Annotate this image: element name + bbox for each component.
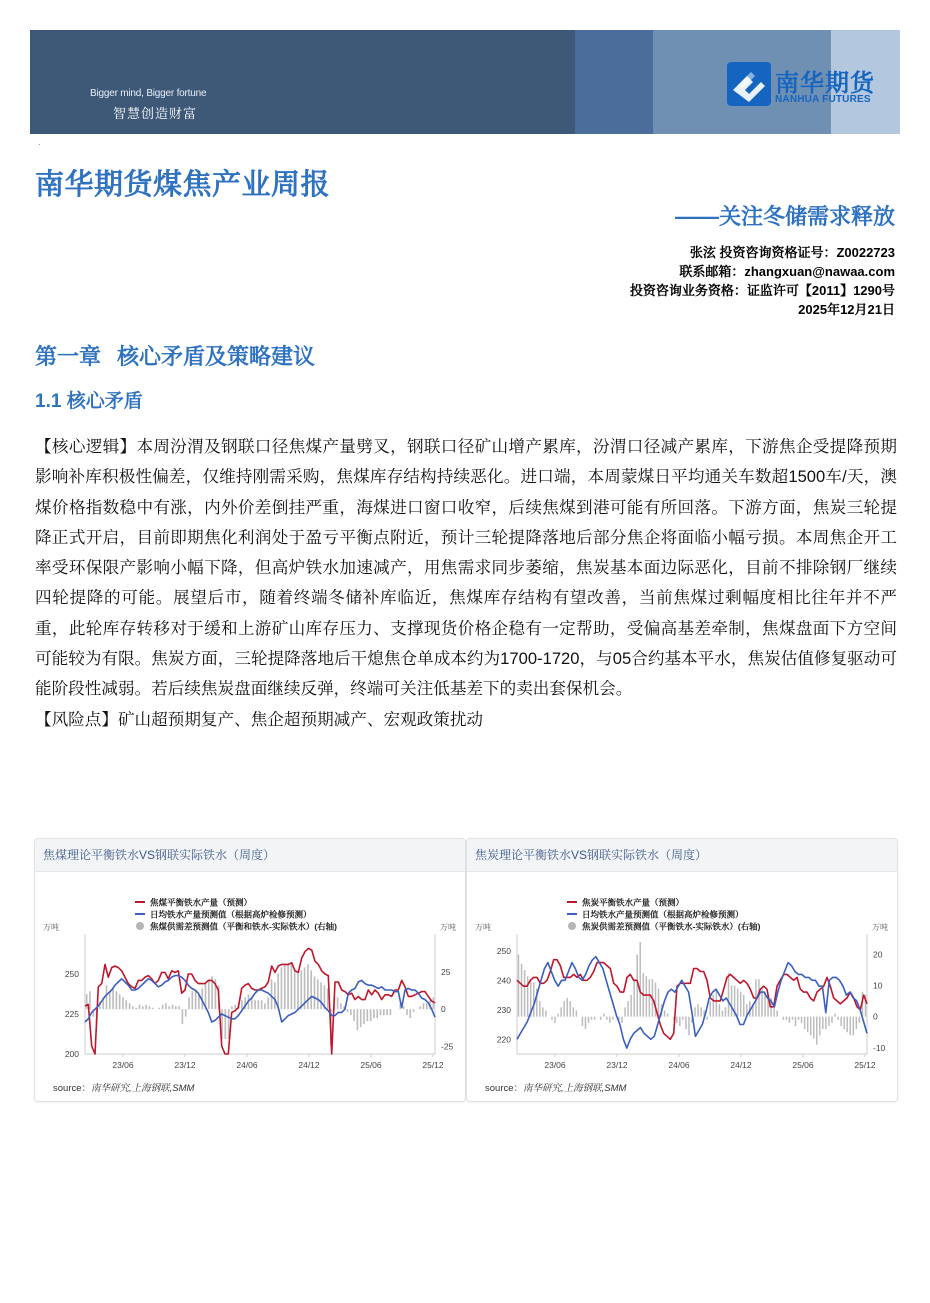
svg-text:焦炭供需差预测值（平衡铁水-实际铁水）(右轴): 焦炭供需差预测值（平衡铁水-实际铁水）(右轴) (582, 921, 761, 932)
core-logic-paragraph: 【核心逻辑】本周汾渭及钢联口径焦煤产量劈叉，钢联口径矿山增产累库，汾渭口径减产累库，下游焦企受提降预期影响补库积极性偏差，仅维持刚需采购，焦煤库存结构持续恶化。进口端，本周蒙煤日平均通关车数超1500车/天，澳煤价格指数稳中有涨，内外价差倒挂严重，海煤进口窗口收窄，后续焦煤到港可能有所回落。下游方面，焦炭三轮提降正式开启，目前即期焦化利润处于盈亏平衡点附近，预计三轮提降落地后部分焦企将面临小幅亏损。本周焦企开工率受环保限产影响小幅下降，但高炉铁水加速减产，用焦需求同步萎缩，焦炭基本面边际恶化，目前不排除钢厂继续四轮提降的可能。展望后市，随着终端冬储补库临近，焦煤库存结构有望改善，当前焦煤过剩幅度相比往年并不严重，此轮库存转移对于缓和上游矿山库存压力、支撑现货价格企稳有一定帮助，受偏高基差牵制，焦煤盘面下方空间可能较为有限。焦炭方面，三轮提降落地后干熄焦仓单成本约为1700-1720，与05合约基本平水，焦炭估值修复驱动可能阶段性减弱。若后续焦炭盘面继续反弹，终端可关注低基差下的卖出套保机会。 (35, 437, 897, 699)
svg-text:日均铁水产量预测值（根据高炉检修预测）: 日均铁水产量预测值（根据高炉检修预测） (150, 909, 312, 920)
slogan-english: Bigger mind, Bigger fortune (90, 88, 207, 99)
svg-text:200: 200 (64, 1049, 79, 1059)
body-text (35, 432, 897, 735)
svg-text:25/06: 25/06 (360, 1060, 382, 1070)
svg-text:-25: -25 (441, 1041, 454, 1052)
svg-text:焦煤平衡铁水产量（预测）: 焦煤平衡铁水产量（预测） (150, 897, 253, 908)
chapter-heading (35, 340, 315, 371)
svg-text:250: 250 (496, 945, 511, 956)
chart-title: 焦煤理论平衡铁水VS钢联实际铁水（周度） (35, 839, 465, 872)
license-line: 投资咨询业务资格：证监许可【2011】1290号 (629, 283, 895, 298)
banner-band (575, 30, 653, 134)
coke-chart (466, 838, 898, 1102)
svg-text:万吨: 万吨 (872, 923, 888, 932)
section-heading: 1.1 核心矛盾 (35, 391, 143, 412)
svg-text:24/06: 24/06 (668, 1060, 690, 1070)
svg-text:-10: -10 (873, 1042, 886, 1053)
svg-text:24/06: 24/06 (236, 1060, 258, 1070)
svg-text:23/06: 23/06 (112, 1060, 134, 1070)
chart-source: source：南华研究,上海钢联,SMM (53, 1083, 195, 1094)
svg-text:0: 0 (441, 1004, 446, 1015)
svg-text:万吨: 万吨 (475, 923, 491, 932)
svg-text:220: 220 (496, 1034, 511, 1045)
svg-text:225: 225 (64, 1009, 79, 1019)
svg-text:焦煤供需差预测值（平衡和铁水-实际铁水）(右轴): 焦煤供需差预测值（平衡和铁水-实际铁水）(右轴) (150, 921, 337, 932)
report-subtitle: ——关注冬储需求释放 (674, 204, 895, 229)
svg-text:250: 250 (64, 969, 79, 979)
svg-text:焦炭平衡铁水产量（预测）: 焦炭平衡铁水产量（预测） (582, 897, 685, 908)
email-line: 联系邮箱：zhangxuan@nawaa.com (679, 264, 895, 279)
chart-plot (35, 872, 465, 1072)
page-marker: · (38, 140, 41, 149)
svg-text:25/06: 25/06 (792, 1060, 814, 1070)
author-line: 张泫 投资咨询资格证号：Z0022723 (689, 245, 895, 260)
svg-text:23/12: 23/12 (606, 1060, 628, 1070)
svg-text:25/12: 25/12 (422, 1060, 444, 1070)
chapter-title: 核心矛盾及策略建议 (117, 344, 316, 369)
svg-text:万吨: 万吨 (440, 923, 456, 932)
svg-text:万吨: 万吨 (43, 923, 59, 932)
chapter-number: 第一章 (35, 344, 102, 369)
svg-text:10: 10 (873, 980, 883, 991)
chart-plot (467, 872, 897, 1072)
svg-text:25/12: 25/12 (854, 1060, 876, 1070)
report-date: 2025年12月21日 (798, 302, 895, 317)
report-title: 南华期货煤焦产业周报 (35, 169, 331, 201)
slogan-chinese: 智慧创造财富 (113, 106, 198, 121)
author-info (630, 243, 895, 319)
svg-text:24/12: 24/12 (730, 1060, 752, 1070)
risk-paragraph: 【风险点】矿山超预期复产、焦企超预期减产、宏观政策扰动 (35, 709, 484, 729)
nanhua-logo-icon (727, 62, 771, 106)
coking-coal-chart (34, 838, 466, 1102)
svg-text:23/06: 23/06 (544, 1060, 566, 1070)
svg-text:24/12: 24/12 (298, 1060, 320, 1070)
logo-text-english: NANHUA FUTURES (775, 94, 871, 105)
svg-text:0: 0 (873, 1011, 878, 1022)
chart-title: 焦炭理论平衡铁水VS钢联实际铁水（周度） (467, 839, 897, 872)
svg-text:240: 240 (496, 975, 511, 986)
svg-text:25: 25 (441, 966, 451, 977)
svg-text:日均铁水产量预测值（根据高炉检修预测）: 日均铁水产量预测值（根据高炉检修预测） (582, 909, 744, 920)
svg-text:23/12: 23/12 (174, 1060, 196, 1070)
logo-text-chinese: 南华期货 (775, 70, 875, 97)
svg-text:20: 20 (873, 949, 883, 960)
header-banner (30, 30, 900, 134)
svg-text:230: 230 (496, 1004, 511, 1015)
chart-source: source：南华研究,上海钢联,SMM (485, 1083, 627, 1094)
